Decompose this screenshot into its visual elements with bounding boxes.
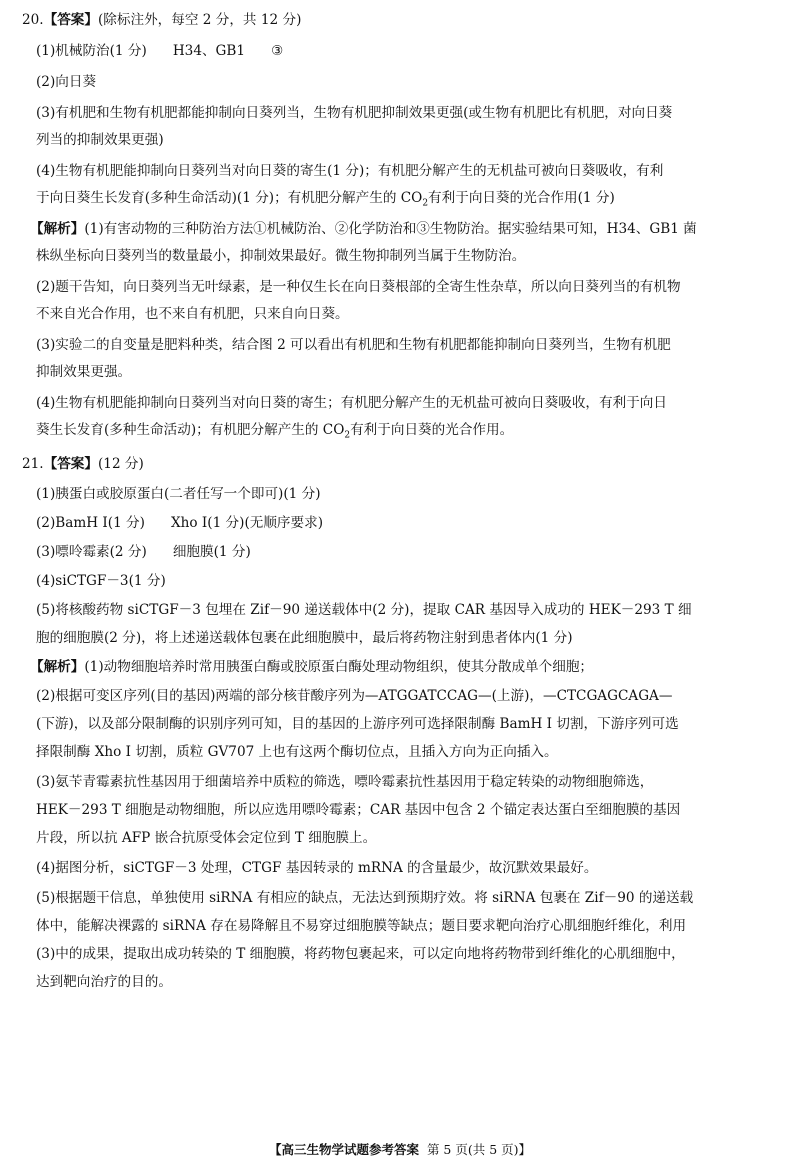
q21-answer-note: (12 分) (98, 456, 144, 472)
q20-a4-subscript: 2 (422, 198, 429, 209)
q21-a3-part1: (3)嘌呤霉素(2 分) (36, 544, 147, 560)
q20-a1-part3: ③ (271, 43, 284, 59)
q20-answer-2: (2)向日葵 (36, 74, 97, 90)
q21-analysis-tag: 【解析】 (30, 659, 85, 675)
q21-analysis-2-line2: (下游)，以及部分限制酶的识别序列可知，目的基因的上游序列可选择限制酶 BamH Ⅰ 切割，下游序列可选 (36, 716, 679, 732)
q20-e4-text-pre: 葵生长发育(多种生命活动)；有机肥分解产生的 CO (36, 422, 345, 438)
q21-analysis-3-line2: HEK－293 T 细胞是动物细胞，所以应选用嘌呤霉素；CAR 基因中包含 2 个锚定表达蛋白至细胞膜的基因 (36, 802, 681, 818)
q21-answer-tag: 【答案】 (43, 456, 98, 472)
q21-analysis-2-line3: 择限制酶 Xho Ⅰ 切割，质粒 GV707 上也有这两个酶切位点，且插入方向为正向插入。 (36, 744, 558, 760)
q20-answer-1 (36, 42, 283, 60)
q21-number: 21. (22, 456, 44, 472)
q20-number: 20. (22, 12, 44, 28)
q20-analysis-3-line2: 抑制效果更强。 (36, 364, 132, 380)
q21-answer-1: (1)胰蛋白或胶原蛋白(二者任写一个即可)(1 分) (36, 486, 321, 502)
q21-answer-4: (4)siCTGF－3(1 分) (36, 573, 166, 589)
q20-analysis-1-line2: 株纵坐标向日葵列当的数量最小，抑制效果最好。微生物抑制列当属于生物防治。 (36, 248, 526, 264)
q20-a4-text-post: 有利于向日葵的光合作用(1 分) (428, 190, 615, 206)
q20-header (22, 11, 301, 29)
q21-analysis-2-line1: (2)根据可变区序列(目的基因)两端的部分核苷酸序列为—ATGGATCCAG—(上游)，—CTCGAGCAGA— (36, 688, 673, 704)
q20-analysis-1-line1 (30, 220, 697, 238)
q20-answer-4-line2 (36, 189, 615, 207)
footer-page-number: 第 5 页(共 5 页)】 (426, 1142, 532, 1157)
q20-answer-note: (除标注外，每空 2 分，共 12 分) (98, 12, 302, 28)
q20-e4-subscript: 2 (344, 430, 351, 441)
q21-a2-part1: (2)BamH Ⅰ(1 分) (36, 515, 145, 531)
q21-answer-5-line1: (5)将核酸药物 siCTGF－3 包埋在 Zif－90 递送载体中(2 分)，提取 CAR 基因导入成功的 HEK－293 T 细 (36, 602, 692, 618)
q21-answer-3 (36, 543, 251, 561)
q21-analysis-5-line3: (3)中的成果，提取出成功转染的 T 细胞膜，将药物包裹起来，可以定向地将药物带到纤维化的心肌细胞中， (36, 946, 685, 962)
q21-a2-part2: Xho Ⅰ(1 分)(无顺序要求) (170, 515, 324, 531)
q20-analysis-2-line2: 不来自光合作用，也不来自有机肥，只来自向日葵。 (36, 306, 349, 322)
q21-analysis-1-text: (1)动物细胞培养时常用胰蛋白酶或胶原蛋白酶处理动物组织，使其分散成单个细胞； (84, 659, 594, 675)
footer-title: 【高三生物学试题参考答案 (268, 1142, 419, 1157)
q21-analysis-4-line1: (4)据图分析，siCTGF－3 处理，CTGF 基因转录的 mRNA 的含量最少，故沉默效果最好。 (36, 860, 598, 876)
q20-answer-3-line2: 列当的抑制效果更强) (36, 132, 164, 148)
q21-answer-5-line2: 胞的细胞膜(2 分)，将上述递送载体包裹在此细胞膜中，最后将药物注射到患者体内(1 分) (36, 630, 573, 646)
q20-answer-4-line1: (4)生物有机肥能抑制向日葵列当对向日葵的寄生(1 分)；有机肥分解产生的无机盐可被向日葵吸收，有利 (36, 163, 664, 179)
page-footer (0, 1140, 800, 1158)
q20-a1-part2: H34、GB1 (172, 43, 246, 59)
q20-a4-text-pre: 于向日葵生长发育(多种生命活动)(1 分)；有机肥分解产生的 CO (36, 190, 423, 206)
q21-analysis-5-line4: 达到靶向治疗的目的。 (36, 974, 172, 990)
q21-header (22, 455, 144, 473)
q20-analysis-tag: 【解析】 (30, 221, 85, 237)
q20-a1-part1: (1)机械防治(1 分) (36, 43, 147, 59)
q21-analysis-1-line1 (30, 658, 593, 676)
q20-answer-tag: 【答案】 (43, 12, 98, 28)
q21-a3-part2: 细胞膜(1 分) (172, 544, 251, 560)
q20-analysis-4-line1: (4)生物有机肥能抑制向日葵列当对向日葵的寄生；有机肥分解产生的无机盐可被向日葵吸收，有利于向日 (36, 395, 667, 411)
q21-analysis-5-line1: (5)根据题干信息，单独使用 siRNA 有相应的缺点，无法达到预期疗效。将 siRNA 包裹在 Zif－90 的递送载 (36, 890, 694, 906)
q20-answer-3-line1: (3)有机肥和生物有机肥都能抑制向日葵列当，生物有机肥抑制效果更强(或生物有机肥比有机肥，对向日葵 (36, 105, 673, 121)
q20-analysis-4-line2 (36, 421, 513, 439)
q21-analysis-3-line1: (3)氨苄青霉素抗性基因用于细菌培养中质粒的筛选，嘌呤霉素抗性基因用于稳定转染的动物细胞筛选， (36, 774, 654, 790)
q21-answer-2 (36, 514, 323, 532)
q20-analysis-2-line1: (2)题干告知，向日葵列当无叶绿素，是一种仅生长在向日葵根部的全寄生性杂草，所以向日葵列当的有机物 (36, 279, 681, 295)
q21-analysis-5-line2: 体中，能解决裸露的 siRNA 存在易降解且不易穿过细胞膜等缺点；题目要求靶向治疗心肌细胞纤维化，利用 (36, 918, 687, 934)
q21-analysis-3-line3: 片段，所以抗 AFP 嵌合抗原受体会定位到 T 细胞膜上。 (36, 830, 377, 846)
q20-analysis-1-text: (1)有害动物的三种防治方法①机械防治、②化学防治和③生物防治。据实验结果可知，H34、GB1 菌 (84, 221, 697, 237)
q20-e4-text-post: 有利于向日葵的光合作用。 (350, 422, 514, 438)
q20-analysis-3-line1: (3)实验二的自变量是肥料种类，结合图 2 可以看出有机肥和生物有机肥都能抑制向日葵列当，生物有机肥 (36, 337, 671, 353)
